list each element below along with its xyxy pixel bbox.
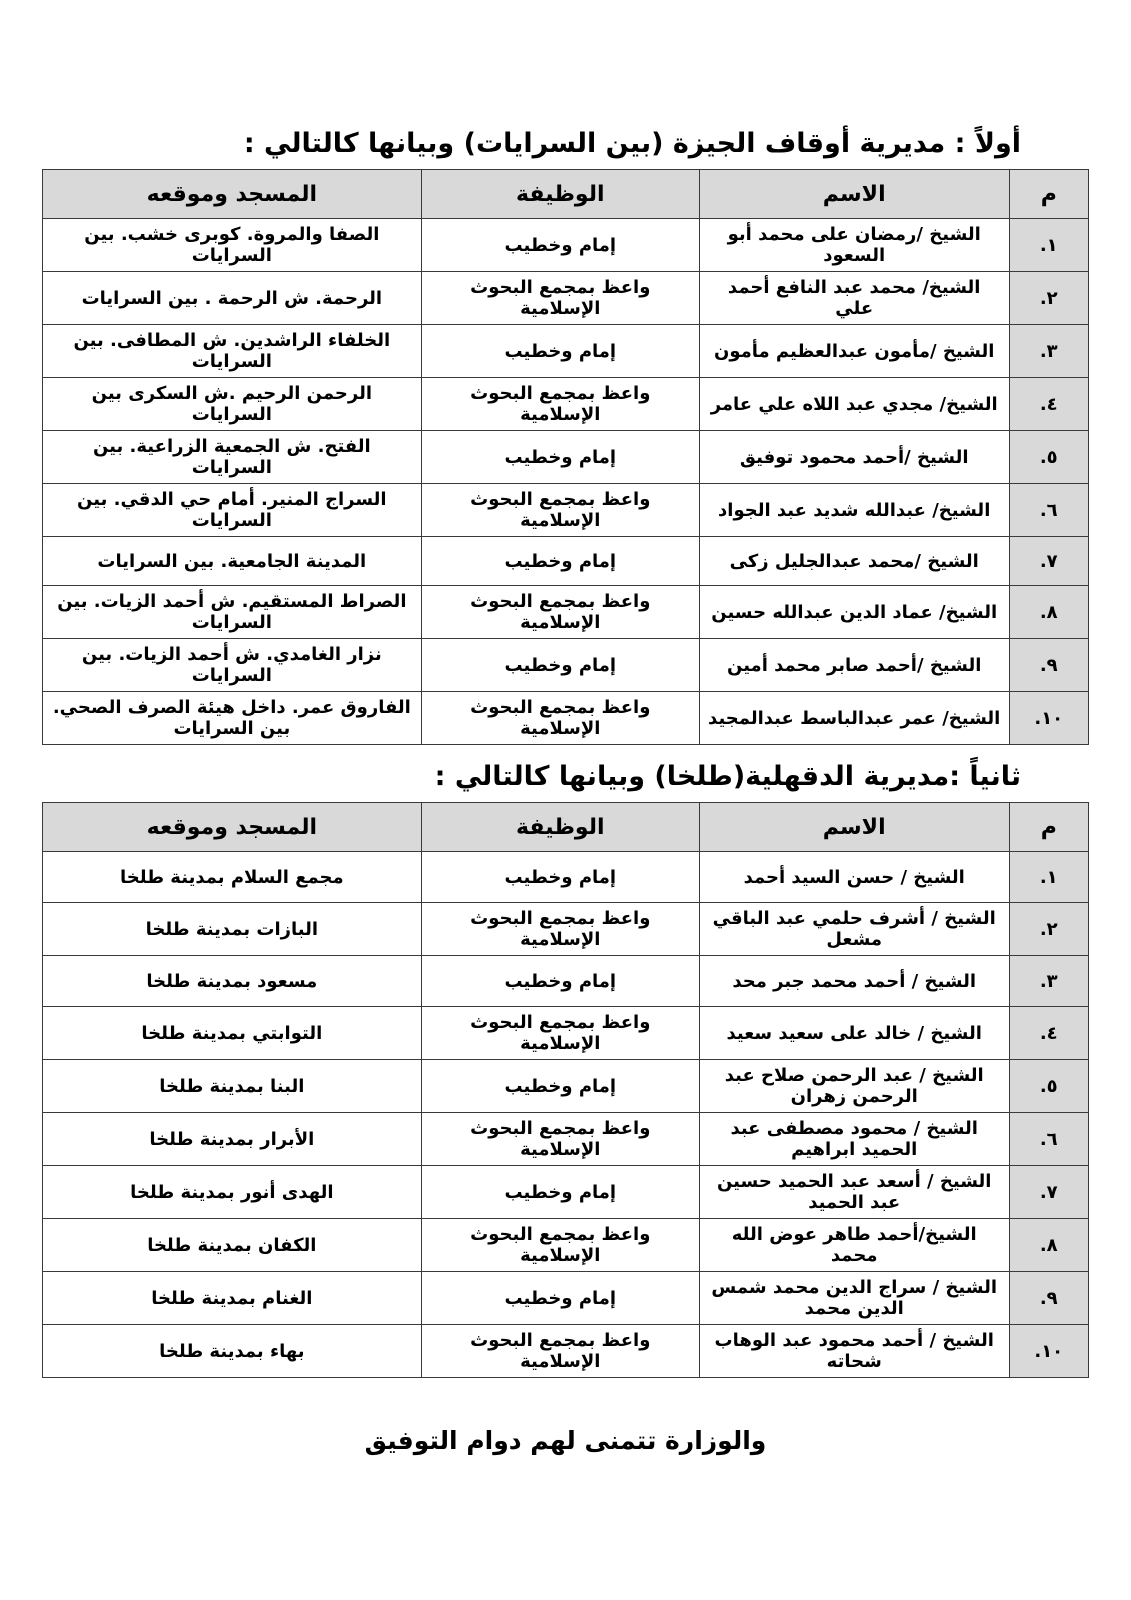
row-number-cell: ٧. (1009, 537, 1088, 586)
job-cell: إمام وخطيب (421, 1060, 699, 1113)
name-cell: الشيخ/أحمد طاهر عوض الله محمد (699, 1219, 1009, 1272)
job-cell: واعظ بمجمع البحوث الإسلامية (421, 272, 699, 325)
column-header-mosque: المسجد وموقعه (43, 170, 422, 219)
mosque-cell: الرحمن الرحيم .ش السكرى بين السرايات (43, 378, 422, 431)
name-cell: الشيخ/ عبدالله شديد عبد الجواد (699, 484, 1009, 537)
row-number-cell: ٤. (1009, 1007, 1088, 1060)
column-header-job: الوظيفة (421, 170, 699, 219)
table-row (43, 639, 1089, 692)
table-row (43, 1325, 1089, 1378)
mosque-cell: نزار الغامدي. ش أحمد الزيات. بين السرايات (43, 639, 422, 692)
row-number-cell: ٩. (1009, 639, 1088, 692)
job-cell: إمام وخطيب (421, 956, 699, 1007)
name-cell: الشيخ / أشرف حلمي عبد الباقي مشعل (699, 903, 1009, 956)
column-header-job: الوظيفة (421, 803, 699, 852)
job-cell: إمام وخطيب (421, 852, 699, 903)
column-header-number: م (1009, 170, 1088, 219)
mosque-cell: مجمع السلام بمدينة طلخا (43, 852, 422, 903)
name-cell: الشيخ/ عماد الدين عبدالله حسين (699, 586, 1009, 639)
job-cell: واعظ بمجمع البحوث الإسلامية (421, 1007, 699, 1060)
job-cell: إمام وخطيب (421, 639, 699, 692)
row-number-cell: ٤. (1009, 378, 1088, 431)
job-cell: واعظ بمجمع البحوث الإسلامية (421, 484, 699, 537)
mosque-cell: الهدى أنور بمدينة طلخا (43, 1166, 422, 1219)
row-number-cell: ٨. (1009, 586, 1088, 639)
table-row (43, 431, 1089, 484)
job-cell: واعظ بمجمع البحوث الإسلامية (421, 1113, 699, 1166)
mosque-cell: مسعود بمدينة طلخا (43, 956, 422, 1007)
table-row (43, 325, 1089, 378)
job-cell: واعظ بمجمع البحوث الإسلامية (421, 1325, 699, 1378)
row-number-cell: ١. (1009, 852, 1088, 903)
name-cell: الشيخ / أسعد عبد الحميد حسين عبد الحميد (699, 1166, 1009, 1219)
name-cell: الشيخ / سراج الدين محمد شمس الدين محمد (699, 1272, 1009, 1325)
mosque-cell: الأبرار بمدينة طلخا (43, 1113, 422, 1166)
row-number-cell: ٢. (1009, 903, 1088, 956)
giza-roster-table (42, 169, 1089, 745)
table-row (43, 378, 1089, 431)
name-cell: الشيخ / حسن السيد أحمد (699, 852, 1009, 903)
mosque-cell: السراج المنير. أمام حي الدقي. بين السرايات (43, 484, 422, 537)
row-number-cell: ١. (1009, 219, 1088, 272)
table-row (43, 1113, 1089, 1166)
mosque-cell: الصراط المستقيم. ش أحمد الزيات. بين السرايات (43, 586, 422, 639)
dakahlia-roster-table (42, 802, 1089, 1378)
name-cell: الشيخ/ عمر عبدالباسط عبدالمجيد (699, 692, 1009, 745)
closing-statement: والوزارة تتمنى لهم دوام التوفيق (364, 1426, 767, 1455)
name-cell: الشيخ / محمود مصطفى عبد الحميد ابراهيم (699, 1113, 1009, 1166)
mosque-cell: المدينة الجامعية. بين السرايات (43, 537, 422, 586)
column-header-mosque: المسجد وموقعه (43, 803, 422, 852)
row-number-cell: ٣. (1009, 325, 1088, 378)
table-row (43, 1219, 1089, 1272)
table-row (43, 903, 1089, 956)
name-cell: الشيخ /أحمد صابر محمد أمين (699, 639, 1009, 692)
table-row (43, 1166, 1089, 1219)
job-cell: واعظ بمجمع البحوث الإسلامية (421, 903, 699, 956)
row-number-cell: ٣. (1009, 956, 1088, 1007)
mosque-cell: بهاء بمدينة طلخا (43, 1325, 422, 1378)
mosque-cell: الغنام بمدينة طلخا (43, 1272, 422, 1325)
job-cell: إمام وخطيب (421, 219, 699, 272)
row-number-cell: ٧. (1009, 1166, 1088, 1219)
column-header-name: الاسم (699, 170, 1009, 219)
mosque-cell: الرحمة. ش الرحمة . بين السرايات (43, 272, 422, 325)
row-number-cell: ١٠. (1009, 1325, 1088, 1378)
row-number-cell: ٦. (1009, 484, 1088, 537)
mosque-cell: الكفان بمدينة طلخا (43, 1219, 422, 1272)
job-cell: واعظ بمجمع البحوث الإسلامية (421, 378, 699, 431)
section2-title: ثانياً :مديرية الدقهلية(طلخا) وبيانها كالتالي : (434, 761, 1021, 792)
header-row (43, 803, 1089, 852)
job-cell: إمام وخطيب (421, 1166, 699, 1219)
row-number-cell: ٦. (1009, 1113, 1088, 1166)
job-cell: إمام وخطيب (421, 537, 699, 586)
table-row (43, 852, 1089, 903)
name-cell: الشيخ /مأمون عبدالعظيم مأمون (699, 325, 1009, 378)
name-cell: الشيخ / عبد الرحمن صلاح عبد الرحمن زهران (699, 1060, 1009, 1113)
row-number-cell: ٨. (1009, 1219, 1088, 1272)
row-number-cell: ١٠. (1009, 692, 1088, 745)
mosque-cell: الخلفاء الراشدين. ش المطافى. بين السرايات (43, 325, 422, 378)
table-row (43, 272, 1089, 325)
name-cell: الشيخ / خالد على سعيد سعيد (699, 1007, 1009, 1060)
mosque-cell: التوابتي بمدينة طلخا (43, 1007, 422, 1060)
table-row (43, 956, 1089, 1007)
mosque-cell: البازات بمدينة طلخا (43, 903, 422, 956)
table-row (43, 1007, 1089, 1060)
table-row (43, 692, 1089, 745)
mosque-cell: الفاروق عمر. داخل هيئة الصرف الصحي. بين السرايات (43, 692, 422, 745)
name-cell: الشيخ / أحمد محمود عبد الوهاب شحاته (699, 1325, 1009, 1378)
table-row (43, 219, 1089, 272)
row-number-cell: ٥. (1009, 1060, 1088, 1113)
name-cell: الشيخ/ مجدي عبد اللاه علي عامر (699, 378, 1009, 431)
table-row (43, 586, 1089, 639)
name-cell: الشيخ /رمضان على محمد أبو السعود (699, 219, 1009, 272)
column-header-number: م (1009, 803, 1088, 852)
mosque-cell: البنا بمدينة طلخا (43, 1060, 422, 1113)
job-cell: واعظ بمجمع البحوث الإسلامية (421, 692, 699, 745)
name-cell: الشيخ /محمد عبدالجليل زكى (699, 537, 1009, 586)
section1-title: أولاً : مديرية أوقاف الجيزة (بين السرايات) وبيانها كالتالي : (243, 128, 1021, 159)
job-cell: واعظ بمجمع البحوث الإسلامية (421, 1219, 699, 1272)
job-cell: واعظ بمجمع البحوث الإسلامية (421, 586, 699, 639)
row-number-cell: ٢. (1009, 272, 1088, 325)
name-cell: الشيخ /أحمد محمود توفيق (699, 431, 1009, 484)
table-row (43, 484, 1089, 537)
mosque-cell: الفتح. ش الجمعية الزراعية. بين السرايات (43, 431, 422, 484)
table-row (43, 1272, 1089, 1325)
job-cell: إمام وخطيب (421, 1272, 699, 1325)
row-number-cell: ٥. (1009, 431, 1088, 484)
job-cell: إمام وخطيب (421, 325, 699, 378)
column-header-name: الاسم (699, 803, 1009, 852)
name-cell: الشيخ / أحمد محمد جبر محد (699, 956, 1009, 1007)
header-row (43, 170, 1089, 219)
job-cell: إمام وخطيب (421, 431, 699, 484)
table-row (43, 537, 1089, 586)
row-number-cell: ٩. (1009, 1272, 1088, 1325)
mosque-cell: الصفا والمروة. كوبرى خشب. بين السرايات (43, 219, 422, 272)
name-cell: الشيخ/ محمد عبد النافع أحمد علي (699, 272, 1009, 325)
table-row (43, 1060, 1089, 1113)
